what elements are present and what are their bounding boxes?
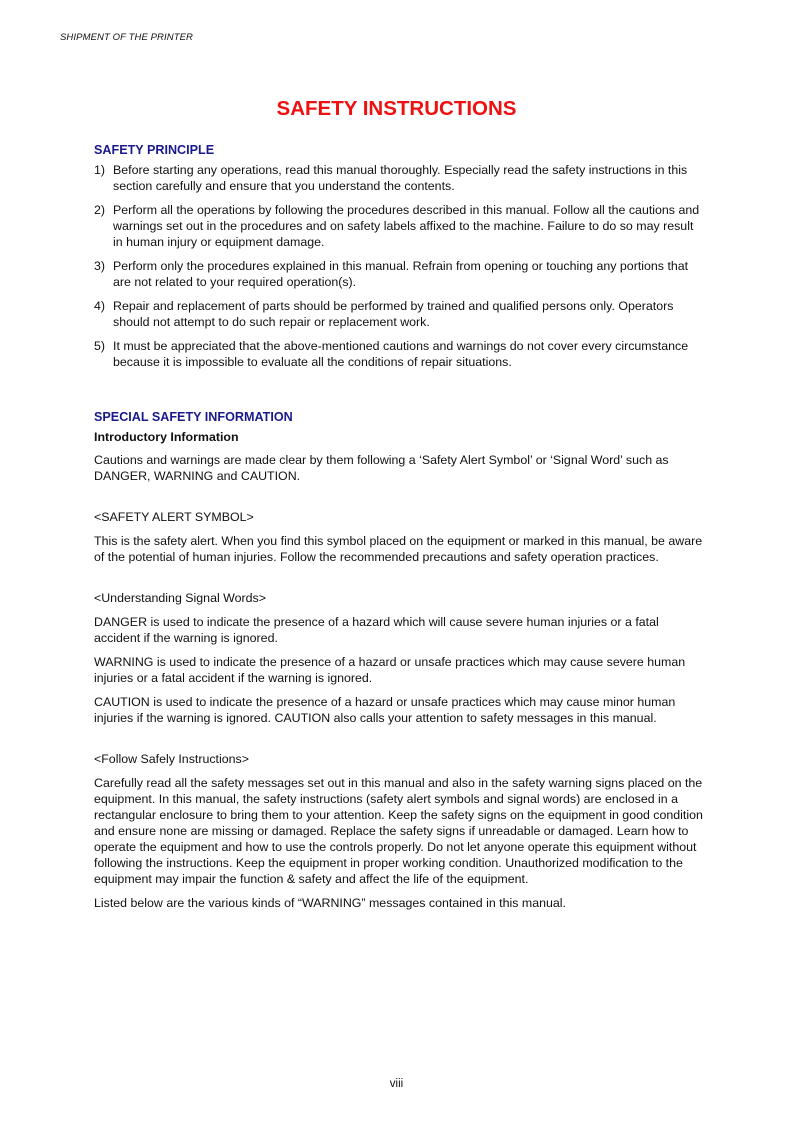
list-item-text: Perform all the operations by following the procedures described in this manual. Follow all the cautions and warnings set out in the procedures and on safety labels affixed to the machine. Failure to do so may result in human injury or equipment damage. bbox=[113, 203, 700, 249]
intro-paragraph: Cautions and warnings are made clear by them following a ‘Safety Alert Symbol’ or ‘Signal Word’ such as DANGER, WARNING and CAUTION. bbox=[94, 453, 669, 483]
safety-alert-symbol-label: <SAFETY ALERT SYMBOL> bbox=[94, 510, 254, 524]
list-item-number: 2) bbox=[94, 203, 106, 217]
list-item bbox=[94, 202, 704, 250]
list-item-number: 3) bbox=[94, 259, 106, 273]
list-item bbox=[94, 258, 704, 290]
document-body bbox=[94, 142, 704, 919]
page-title: SAFETY INSTRUCTIONS bbox=[276, 97, 517, 120]
list-item bbox=[94, 162, 704, 194]
running-header: SHIPMENT OF THE PRINTER bbox=[60, 32, 194, 43]
listed-below-paragraph: Listed below are the various kinds of “WARNING” messages contained in this manual. bbox=[94, 896, 566, 910]
safety-alert-paragraph: This is the safety alert. When you find this symbol placed on the equipment or marked in this manual, be aware of the potential of human injuries. Follow the recommended precautions and safety operation practices. bbox=[94, 534, 703, 564]
danger-paragraph: DANGER is used to indicate the presence of a hazard which will cause severe human injuries or a fatal accident if the warning is ignored. bbox=[94, 615, 659, 645]
follow-instructions-paragraph: Carefully read all the safety messages set out in this manual and also in the safety warning signs placed on the equipment. In this manual, the safety instructions (safety alert symbols and signal words) are enclosed in a rectangular enclosure to bring them to your attention. Keep the safety signs on the equipment in good condition and ensure none are missing or damaged. Replace the safety signs if unreadable or damaged. Learn how to operate the equipment and how to use the controls properly. Do not let anyone operate this equipment without following the instructions. Keep the equipment in proper working condition. Unauthorized modification to the equipment may impair the function & safety and affect the life of the equipment. bbox=[94, 776, 703, 886]
special-safety-heading: SPECIAL SAFETY INFORMATION bbox=[94, 410, 293, 424]
list-item-text: It must be appreciated that the above-mentioned cautions and warnings do not cover every circumstance because it is impossible to evaluate all the conditions of repair situations. bbox=[113, 339, 689, 369]
list-item-number: 4) bbox=[94, 299, 106, 313]
page-number: viii bbox=[389, 1078, 404, 1090]
list-item bbox=[94, 298, 704, 330]
introductory-info-heading: Introductory Information bbox=[94, 430, 239, 444]
safety-principle-list bbox=[94, 162, 704, 370]
list-item-text: Before starting any operations, read this manual thoroughly. Especially read the safety instructions in this section carefully and ensure that you understand the contents. bbox=[113, 163, 688, 193]
list-item-text: Perform only the procedures explained in this manual. Refrain from opening or touching any portions that are not related to your required operation(s). bbox=[113, 259, 689, 289]
caution-paragraph: CAUTION is used to indicate the presence of a hazard or unsafe practices which may cause minor human injuries if the warning is ignored. CAUTION also calls your attention to safety messages in this manual. bbox=[94, 695, 676, 725]
list-item-text: Repair and replacement of parts should be performed by trained and qualified persons only. Operators should not attempt to do such repair or replacement work. bbox=[113, 299, 674, 329]
warning-paragraph: WARNING is used to indicate the presence of a hazard or unsafe practices which may cause severe human injuries or a fatal accident if the warning is ignored. bbox=[94, 655, 686, 685]
signal-words-label: <Understanding Signal Words> bbox=[94, 591, 266, 605]
safety-principle-heading: SAFETY PRINCIPLE bbox=[94, 143, 215, 157]
list-item bbox=[94, 338, 704, 370]
list-item-number: 1) bbox=[94, 163, 106, 177]
list-item-number: 5) bbox=[94, 339, 106, 353]
follow-instructions-label: <Follow Safely Instructions> bbox=[94, 752, 249, 766]
